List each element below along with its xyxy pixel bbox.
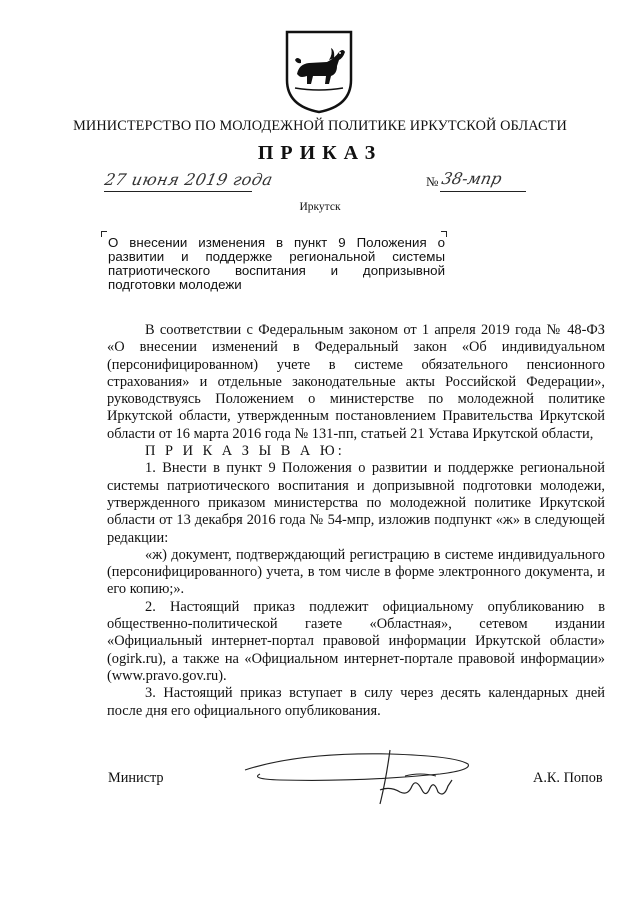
number-underline	[440, 191, 526, 192]
signatory-name: А.К. Попов	[533, 770, 603, 786]
signatory-position: Министр	[108, 770, 164, 786]
handwritten-number: 38-мпр	[439, 169, 504, 188]
item-1-quote: «ж) документ, подтверждающий регистрацию в системе индивидуального (персонифицированного) учета, в том числе в форме электронного документа, и его копию;».	[107, 546, 605, 598]
prikazyvayu: П Р И К А З Ы В А Ю:	[145, 443, 345, 460]
ministry-name: МИНИСТЕРСТВО ПО МОЛОДЕЖНОЙ ПОЛИТИКЕ ИРКУТСКОЙ ОБЛАСТИ	[73, 118, 567, 134]
item-1: 1. Внести в пункт 9 Положения о развитии и поддержке региональной системы патриотического воспитания и допризывной подготовки молодежи, утвержденного приказом министерства по молодежной политике Иркутской области от 13 декабря 2016 года № 54-мпр, изложив подпункт «ж» в следующей редакции:	[107, 460, 605, 546]
document-subject: О внесении изменения в пункт 9 Положения о развитии и поддержке региональной системы патриотического воспитания и допризывной подготовки молодежи	[108, 235, 445, 292]
irkutsk-coat-of-arms-icon	[285, 30, 353, 114]
number-label: №	[426, 174, 439, 189]
handwritten-signature	[240, 730, 480, 810]
date-underline	[104, 191, 252, 192]
city: Иркутск	[299, 201, 341, 213]
preamble: В соответствии с Федеральным законом от 1 апреля 2019 года № 48-ФЗ «О внесении изменений в Федеральный закон «Об индивидуальном (персонифицированном) учете в системе обязательного пенсионного страхования» и отдельные законодательные акты Российской Федерации», руководствуясь Положением о министерстве по молодежной политике Иркутской области, утвержденным постановлением Правительства Иркутской области от 16 марта 2016 года № 131-пп, статьей 21 Устава Иркутской области,	[107, 322, 605, 442]
item-3: 3. Настоящий приказ вступает в силу через десять календарных дней после дня его официального опубликования.	[107, 685, 605, 719]
handwritten-date: 27 июня 2019 года	[102, 170, 275, 189]
subject-bracket-left	[101, 231, 107, 237]
document-body	[107, 322, 605, 720]
item-2: 2. Настоящий приказ подлежит официальному опубликованию в общественно-политической газете «Областная», сетевом издании «Официальный интернет-портал правовой информации Иркутской области» (ogirk.ru), а также на «Официальном интернет-портале правовой информации» (www.pravo.gov.ru).	[107, 598, 605, 684]
document-title: ПРИКАЗ	[257, 142, 383, 164]
